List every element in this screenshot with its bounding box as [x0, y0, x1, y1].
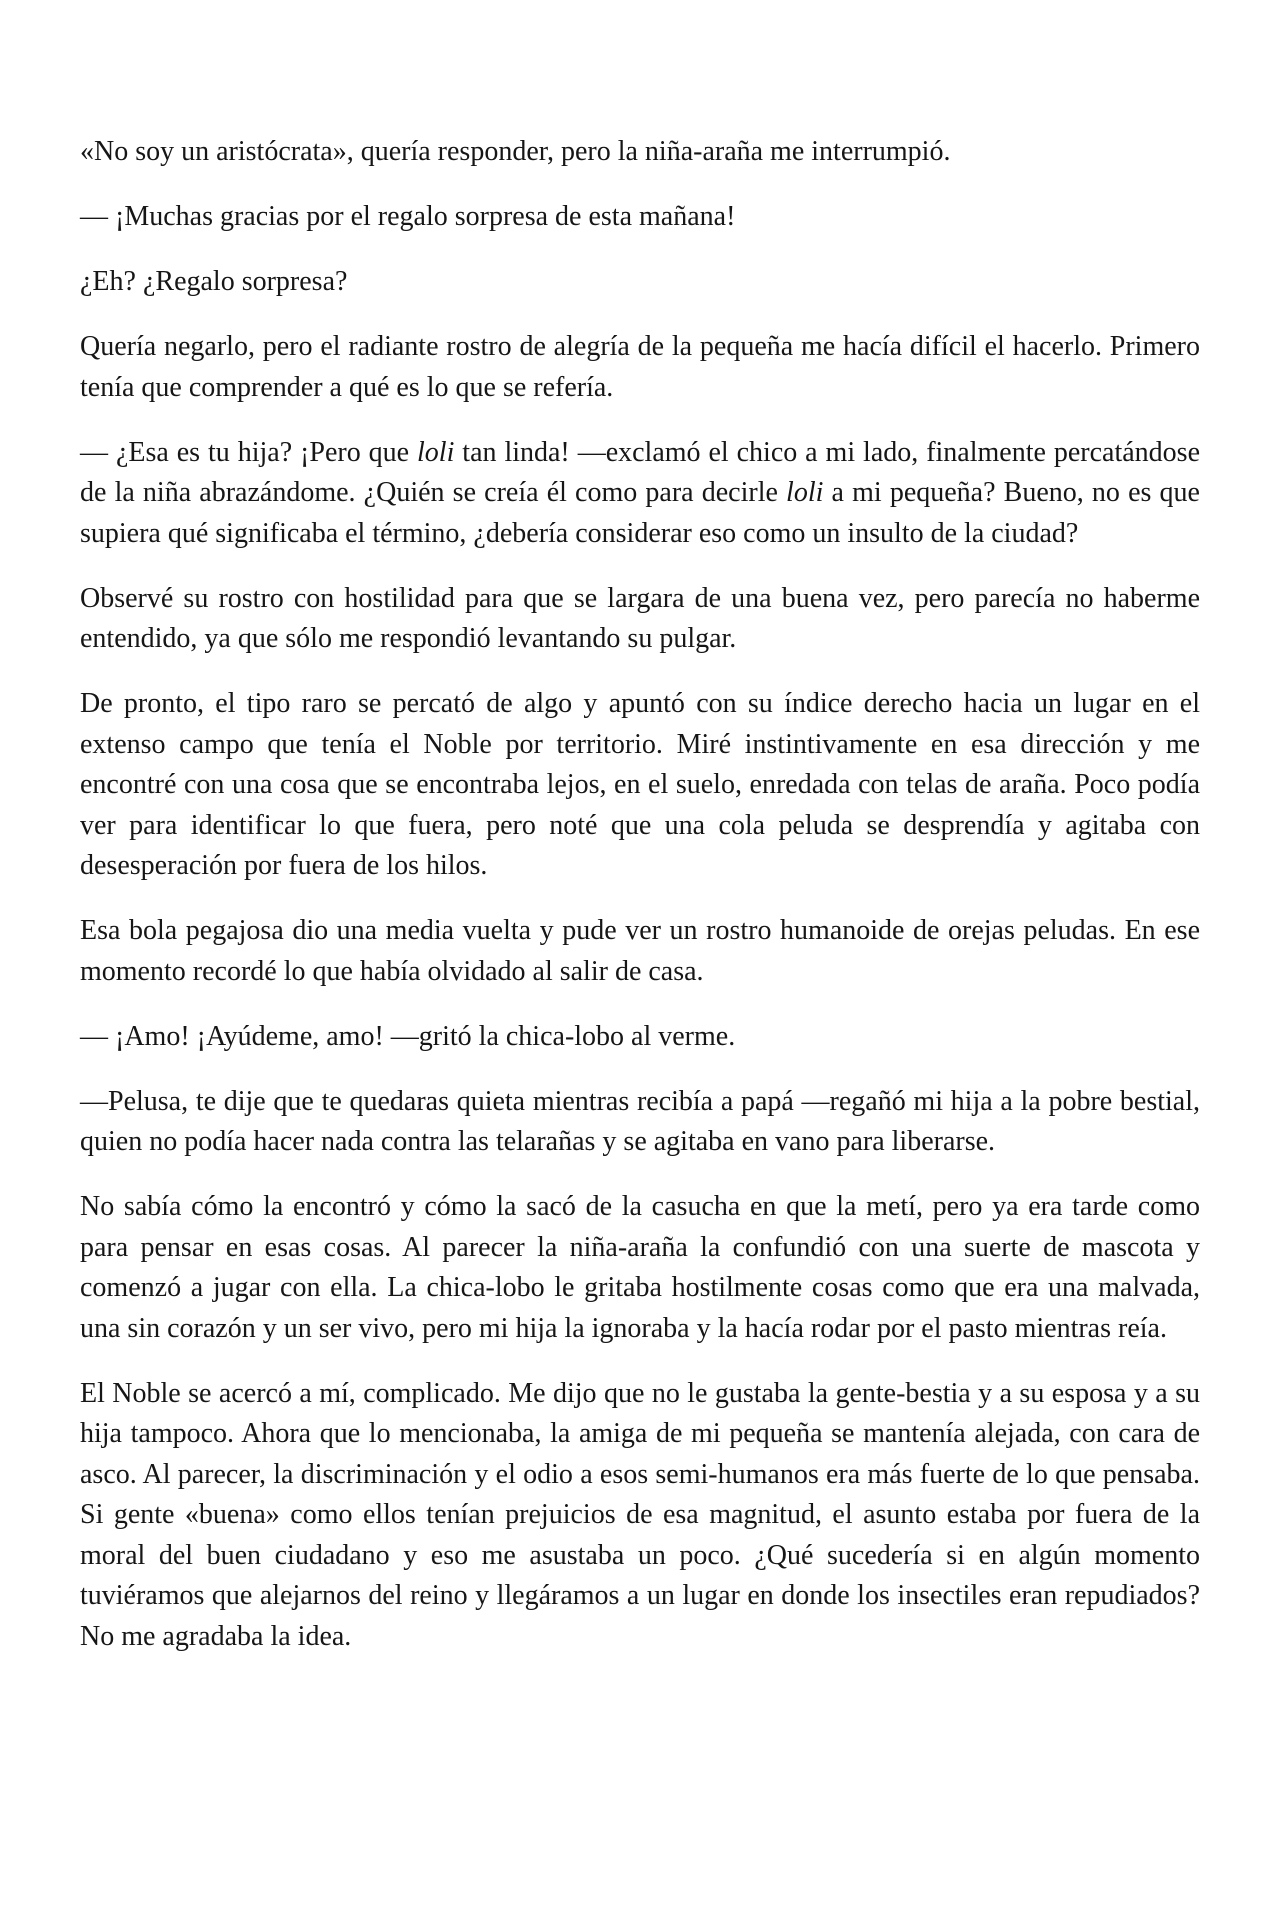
paragraph-9 — [80, 1017, 1200, 1058]
paragraph-5-italic-loli-2: loli — [786, 477, 824, 508]
paragraph-6-text: Observé su rostro con hostilidad para que se largara de una buena vez, pero parecía no haberme entendido, ya que sólo me respondió levantando su pulgar. — [80, 582, 1200, 654]
paragraph-2 — [80, 197, 1200, 238]
paragraph-5 — [80, 433, 1200, 555]
paragraph-12 — [80, 1374, 1200, 1658]
paragraph-7 — [80, 684, 1200, 887]
paragraph-2-text: — ¡Muchas gracias por el regalo sorpresa de esta mañana! — [80, 201, 736, 232]
paragraph-3 — [80, 262, 1200, 303]
paragraph-8 — [80, 911, 1200, 992]
document-page — [80, 132, 1200, 1682]
paragraph-12-text: El Noble se acercó a mí, complicado. Me dijo que no le gustaba la gente-bestia y a su esposa y a su hija tampoco. Ahora que lo mencionaba, la amiga de mi pequeña se mantenía alejada, con cara de asco. Al parecer, la discriminación y el odio a esos semi-humanos era más fuerte de lo que pensaba. Si gente «buena» como ellos tenían prejuicios de esa magnitud, el asunto estaba por fuera de la moral del buen ciudadano y eso me asustaba un poco. ¿Qué sucedería si en algún momento tuviéramos que alejarnos del reino y llegáramos a un lugar en donde los insectiles eran repudiados? No me agradaba la idea. — [80, 1377, 1200, 1652]
paragraph-7-text: De pronto, el tipo raro se percató de algo y apuntó con su índice derecho hacia un lugar en el extenso campo que tenía el Noble por territorio. Miré instintivamente en esa dirección y me encontré con una cosa que se encontraba lejos, en el suelo, enredada con telas de araña. Poco podía ver para identificar lo que fuera, pero noté que una cola peluda se desprendía y agitaba con desesperación por fuera de los hilos. — [80, 688, 1200, 881]
paragraph-4-text: Quería negarlo, pero el radiante rostro de alegría de la pequeña me hacía difícil el hacerlo. Primero tenía que comprender a qué es lo que se refería. — [80, 331, 1200, 403]
paragraph-8-text: Esa bola pegajosa dio una media vuelta y pude ver un rostro humanoide de orejas peludas. En ese momento recordé lo que había olvidado al salir de casa. — [80, 915, 1200, 987]
paragraph-1-text: «No soy un aristócrata», quería responder, pero la niña-araña me interrumpió. — [80, 136, 951, 167]
paragraph-11 — [80, 1187, 1200, 1349]
paragraph-11-text: No sabía cómo la encontró y cómo la sacó de la casucha en que la metí, pero ya era tarde como para pensar en esas cosas. Al parecer la niña-araña la confundió con una suerte de mascota y comenzó a jugar con ella. La chica-lobo le gritaba hostilmente cosas como que era una malvada, una sin corazón y un ser vivo, pero mi hija la ignoraba y la hacía rodar por el pasto mientras reía. — [80, 1191, 1200, 1344]
paragraph-10 — [80, 1082, 1200, 1163]
paragraph-5-italic-loli-1: loli — [417, 436, 455, 468]
paragraph-10-text: —Pelusa, te dije que te quedaras quieta mientras recibía a papá —regañó mi hija a la pobre bestial, quien no podía hacer nada contra las telarañas y se agitaba en vano para liberarse. — [80, 1085, 1200, 1157]
paragraph-6 — [80, 579, 1200, 660]
paragraph-1 — [80, 132, 1200, 173]
paragraph-5-text-a: — ¿Esa es tu hija? ¡Pero que — [80, 436, 418, 468]
paragraph-4 — [80, 327, 1200, 408]
paragraph-5-text-b: tan linda! —exclamó el chico a mi lado, finalmente percatándose de la niña abrazándome. ¿Quién se creía él como para decirle — [80, 436, 1200, 508]
paragraph-5-text-c: a mi pequeña? Bueno, no es que supiera qué significaba el término, ¿debería considerar eso como un insulto de la ciudad? — [80, 477, 1200, 549]
paragraph-9-text: — ¡Amo! ¡Ayúdeme, amo! —gritó la chica-lobo al verme. — [80, 1020, 736, 1052]
paragraph-3-text: ¿Eh? ¿Regalo sorpresa? — [80, 266, 348, 297]
